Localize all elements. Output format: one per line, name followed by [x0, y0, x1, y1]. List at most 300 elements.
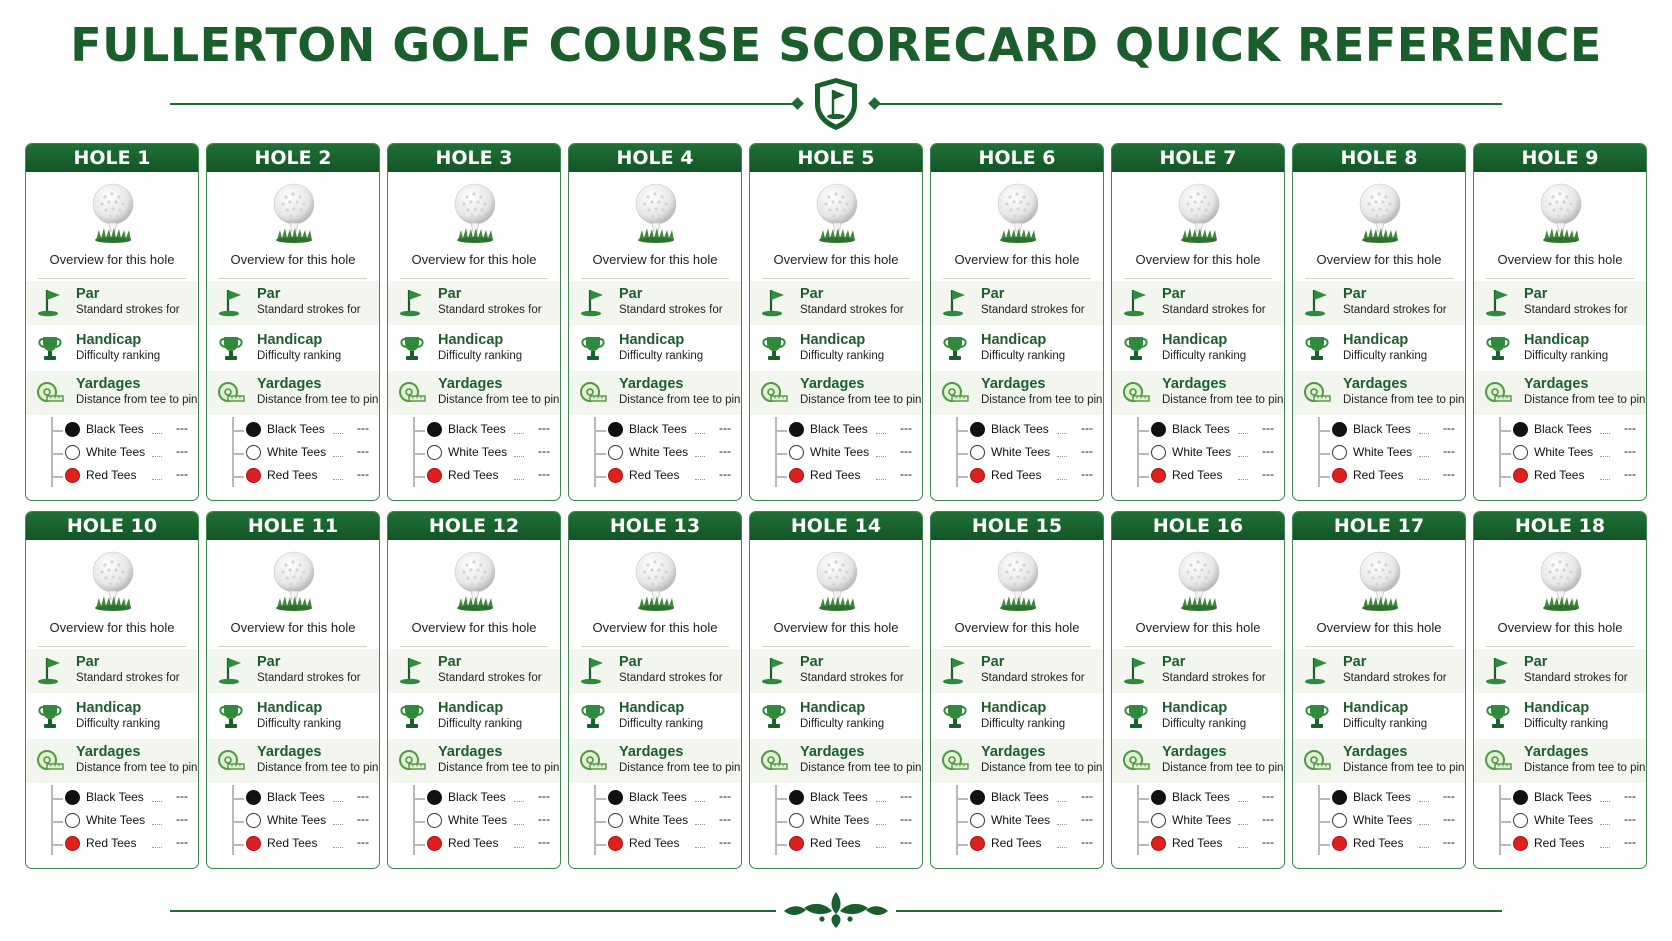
red-tee-marker-icon — [246, 836, 261, 851]
black-tee-marker-icon — [427, 422, 442, 437]
handicap-row — [750, 695, 922, 739]
yardages-label: Yardages — [76, 744, 141, 760]
handicap-label: Handicap — [981, 332, 1047, 348]
tee-leader — [876, 433, 886, 434]
hole-card — [387, 143, 561, 501]
flag-icon — [36, 287, 64, 317]
tee-name: Black Tees — [991, 790, 1049, 804]
tee-yardage: --- — [1262, 812, 1274, 826]
tee-name: White Tees — [267, 445, 327, 459]
red-tee-marker-icon — [1513, 836, 1528, 851]
tee-yardage: --- — [900, 835, 912, 849]
flag-icon — [579, 655, 607, 685]
tee-name: Black Tees — [1353, 790, 1411, 804]
red-tee-marker-icon — [970, 468, 985, 483]
tee-yardage: --- — [176, 467, 188, 481]
tee-leader — [1600, 433, 1610, 434]
tee-row-white — [957, 443, 1093, 463]
yardages-label: Yardages — [1343, 744, 1408, 760]
tee-branch — [414, 821, 425, 823]
tee-branch — [776, 453, 787, 455]
yardages-description: Distance from tee to pin — [76, 762, 198, 774]
tee-leader — [1600, 479, 1610, 480]
measuring-tape-icon — [760, 745, 788, 775]
tee-leader — [1238, 456, 1248, 457]
yardages-description: Distance from tee to pin — [619, 394, 741, 406]
tee-leader — [876, 847, 886, 848]
tee-name: Black Tees — [448, 422, 506, 436]
tee-yardage: --- — [538, 421, 550, 435]
hole-card — [568, 143, 742, 501]
tee-leader — [1057, 456, 1067, 457]
tee-branch — [52, 798, 63, 800]
trophy-icon — [36, 333, 64, 363]
golf-ball-on-tee-icon — [633, 182, 679, 246]
par-row — [207, 281, 379, 325]
yardages-label: Yardages — [438, 744, 503, 760]
tee-yardage: --- — [900, 789, 912, 803]
golf-ball-on-tee-icon — [271, 182, 317, 246]
tee-yardage: --- — [1624, 467, 1636, 481]
measuring-tape-icon — [217, 377, 245, 407]
tee-yardage: --- — [900, 444, 912, 458]
title-divider-left — [170, 103, 798, 105]
yardages-description: Distance from tee to pin — [619, 762, 741, 774]
yardages-row — [388, 371, 560, 415]
red-tee-marker-icon — [65, 468, 80, 483]
tee-name: Red Tees — [1534, 836, 1585, 850]
tee-row-white — [52, 811, 188, 831]
divider — [400, 278, 548, 279]
tee-branch — [595, 476, 606, 478]
tee-yardage: --- — [1624, 789, 1636, 803]
tee-leader — [1238, 479, 1248, 480]
hole-card — [1473, 143, 1647, 501]
tee-yardage: --- — [1443, 421, 1455, 435]
par-description: Standard strokes for — [1343, 672, 1447, 684]
tee-leader — [333, 847, 343, 848]
overview-text: Overview for this hole — [773, 252, 899, 267]
yardages-label: Yardages — [800, 376, 865, 392]
tee-yardage: --- — [357, 444, 369, 458]
tee-leader — [514, 456, 524, 457]
trophy-icon — [1122, 701, 1150, 731]
yardages-description: Distance from tee to pin — [1343, 762, 1465, 774]
tee-leader — [695, 801, 705, 802]
yardages-row — [569, 739, 741, 783]
red-tee-marker-icon — [427, 836, 442, 851]
white-tee-marker-icon — [1332, 813, 1347, 828]
divider — [1486, 646, 1634, 647]
tee-name: Red Tees — [448, 468, 499, 482]
handicap-description: Difficulty ranking — [76, 350, 161, 362]
black-tee-marker-icon — [1332, 422, 1347, 437]
red-tee-marker-icon — [789, 468, 804, 483]
tee-branch — [595, 844, 606, 846]
tee-name: Black Tees — [86, 422, 144, 436]
white-tee-marker-icon — [970, 813, 985, 828]
tee-row-red — [1138, 834, 1274, 854]
tee-branch — [1319, 821, 1330, 823]
divider-diamond — [868, 97, 881, 110]
white-tee-marker-icon — [1513, 813, 1528, 828]
tee-yardage: --- — [538, 444, 550, 458]
tee-branch — [1319, 453, 1330, 455]
flag-icon — [1303, 655, 1331, 685]
flag-icon — [1122, 655, 1150, 685]
white-tee-marker-icon — [65, 813, 80, 828]
par-description: Standard strokes for — [76, 672, 180, 684]
yardages-label: Yardages — [1162, 376, 1227, 392]
tee-yardage: --- — [900, 421, 912, 435]
tee-name: White Tees — [991, 445, 1051, 459]
yardages-row — [207, 371, 379, 415]
yardages-label: Yardages — [1343, 376, 1408, 392]
leaf-ornament-icon — [782, 888, 890, 932]
tee-name: Red Tees — [267, 836, 318, 850]
handicap-label: Handicap — [1524, 332, 1590, 348]
golf-ball-on-tee-icon — [995, 182, 1041, 246]
red-tee-marker-icon — [65, 836, 80, 851]
hole-title: HOLE 9 — [1474, 144, 1646, 172]
tee-name: Black Tees — [1534, 422, 1592, 436]
overview-text: Overview for this hole — [49, 620, 175, 635]
tee-branch — [52, 821, 63, 823]
tee-yardage: --- — [1443, 812, 1455, 826]
tee-row-white — [595, 443, 731, 463]
divider — [943, 646, 1091, 647]
tee-leader — [1419, 433, 1429, 434]
yardages-label: Yardages — [619, 744, 684, 760]
tee-branch — [776, 430, 787, 432]
hole-title: HOLE 3 — [388, 144, 560, 172]
tee-yardage: --- — [538, 835, 550, 849]
tee-name: White Tees — [1353, 813, 1413, 827]
tee-yardage: --- — [1081, 467, 1093, 481]
white-tee-marker-icon — [65, 445, 80, 460]
divider — [1124, 646, 1272, 647]
divider — [581, 646, 729, 647]
measuring-tape-icon — [941, 745, 969, 775]
par-row — [931, 281, 1103, 325]
par-label: Par — [257, 286, 281, 302]
par-description: Standard strokes for — [257, 672, 361, 684]
par-description: Standard strokes for — [981, 304, 1085, 316]
black-tee-marker-icon — [65, 790, 80, 805]
tee-name: White Tees — [448, 813, 508, 827]
tee-branch — [1138, 430, 1149, 432]
handicap-label: Handicap — [619, 700, 685, 716]
tee-name: Red Tees — [86, 468, 137, 482]
white-tee-marker-icon — [608, 813, 623, 828]
handicap-row — [750, 327, 922, 371]
tee-yardage: --- — [1443, 467, 1455, 481]
tee-leader — [1238, 801, 1248, 802]
red-tee-marker-icon — [970, 836, 985, 851]
tee-name: Black Tees — [629, 422, 687, 436]
hole-title: HOLE 6 — [931, 144, 1103, 172]
tee-branch — [1138, 798, 1149, 800]
black-tee-marker-icon — [427, 790, 442, 805]
red-tee-marker-icon — [789, 836, 804, 851]
par-row — [1293, 281, 1465, 325]
par-row — [388, 281, 560, 325]
handicap-description: Difficulty ranking — [619, 718, 704, 730]
tee-row-white — [1319, 443, 1455, 463]
par-label: Par — [257, 654, 281, 670]
tee-branch — [1500, 798, 1511, 800]
divider-diamond — [791, 97, 804, 110]
yardages-description: Distance from tee to pin — [1524, 762, 1646, 774]
par-label: Par — [438, 286, 462, 302]
yardages-label: Yardages — [1524, 376, 1589, 392]
tee-row-black — [1138, 788, 1274, 808]
tee-row-black — [957, 788, 1093, 808]
tee-row-red — [1500, 466, 1636, 486]
tee-yardage: --- — [1081, 789, 1093, 803]
red-tee-marker-icon — [1332, 836, 1347, 851]
divider — [762, 278, 910, 279]
tee-yardage: --- — [1624, 421, 1636, 435]
yardages-row — [1112, 739, 1284, 783]
tee-row-white — [414, 811, 550, 831]
handicap-label: Handicap — [1524, 700, 1590, 716]
handicap-label: Handicap — [619, 332, 685, 348]
tee-yardage: --- — [538, 789, 550, 803]
flag-shield-icon — [812, 76, 860, 132]
footer-divider-left — [170, 910, 776, 912]
tee-row-white — [1500, 443, 1636, 463]
handicap-row — [569, 695, 741, 739]
tee-name: Black Tees — [267, 422, 325, 436]
divider — [38, 646, 186, 647]
tee-leader — [333, 801, 343, 802]
divider — [219, 278, 367, 279]
hole-card — [25, 511, 199, 869]
tee-yardage: --- — [719, 789, 731, 803]
par-description: Standard strokes for — [1524, 672, 1628, 684]
par-label: Par — [619, 286, 643, 302]
measuring-tape-icon — [398, 377, 426, 407]
yardages-label: Yardages — [257, 744, 322, 760]
tee-branch — [1138, 821, 1149, 823]
tee-row-white — [1138, 811, 1274, 831]
flag-icon — [1484, 287, 1512, 317]
par-label: Par — [1524, 654, 1548, 670]
handicap-row — [931, 327, 1103, 371]
tee-branch — [233, 798, 244, 800]
tee-row-red — [595, 834, 731, 854]
par-row — [750, 281, 922, 325]
tee-row-black — [52, 788, 188, 808]
handicap-description: Difficulty ranking — [1524, 718, 1609, 730]
tee-branch — [957, 430, 968, 432]
black-tee-marker-icon — [1151, 422, 1166, 437]
tee-yardage: --- — [719, 835, 731, 849]
par-row — [750, 649, 922, 693]
yardages-description: Distance from tee to pin — [981, 762, 1103, 774]
red-tee-marker-icon — [1513, 468, 1528, 483]
hole-title: HOLE 1 — [26, 144, 198, 172]
par-label: Par — [76, 286, 100, 302]
tee-branch — [52, 476, 63, 478]
yardages-description: Distance from tee to pin — [1524, 394, 1646, 406]
tee-row-black — [233, 788, 369, 808]
tee-yardage: --- — [357, 812, 369, 826]
white-tee-marker-icon — [427, 813, 442, 828]
tee-name: Red Tees — [1353, 836, 1404, 850]
tee-name: White Tees — [1172, 813, 1232, 827]
yardages-label: Yardages — [981, 744, 1046, 760]
tee-branch — [957, 844, 968, 846]
tee-row-red — [776, 834, 912, 854]
tee-leader — [1057, 824, 1067, 825]
hole-title: HOLE 15 — [931, 512, 1103, 540]
tee-yardage: --- — [1443, 835, 1455, 849]
tee-row-black — [776, 788, 912, 808]
tee-name: Red Tees — [810, 836, 861, 850]
tee-row-red — [52, 466, 188, 486]
handicap-row — [1474, 327, 1646, 371]
tee-name: Red Tees — [629, 836, 680, 850]
measuring-tape-icon — [398, 745, 426, 775]
tee-branch — [52, 453, 63, 455]
tee-yardage: --- — [719, 444, 731, 458]
par-description: Standard strokes for — [257, 304, 361, 316]
yardages-row — [931, 371, 1103, 415]
tee-yardage: --- — [1081, 421, 1093, 435]
tee-leader — [514, 801, 524, 802]
measuring-tape-icon — [217, 745, 245, 775]
handicap-description: Difficulty ranking — [619, 350, 704, 362]
handicap-description: Difficulty ranking — [257, 350, 342, 362]
handicap-description: Difficulty ranking — [981, 718, 1066, 730]
divider — [762, 646, 910, 647]
par-row — [1112, 649, 1284, 693]
tee-name: Black Tees — [991, 422, 1049, 436]
yardages-row — [1474, 371, 1646, 415]
tee-yardage: --- — [1624, 812, 1636, 826]
par-row — [26, 281, 198, 325]
hole-card — [930, 511, 1104, 869]
golf-ball-on-tee-icon — [1176, 550, 1222, 614]
tee-branch — [957, 821, 968, 823]
tee-yardage: --- — [176, 421, 188, 435]
tee-branch — [1319, 430, 1330, 432]
flag-icon — [760, 287, 788, 317]
hole-card — [387, 511, 561, 869]
tee-name: Black Tees — [1353, 422, 1411, 436]
overview-text: Overview for this hole — [1135, 252, 1261, 267]
par-row — [388, 649, 560, 693]
trophy-icon — [36, 701, 64, 731]
tee-row-red — [776, 466, 912, 486]
tee-leader — [695, 433, 705, 434]
hole-title: HOLE 7 — [1112, 144, 1284, 172]
divider — [1305, 278, 1453, 279]
golf-ball-on-tee-icon — [271, 550, 317, 614]
tee-row-red — [957, 466, 1093, 486]
tee-yardage: --- — [357, 421, 369, 435]
tee-row-white — [1500, 811, 1636, 831]
par-description: Standard strokes for — [438, 672, 542, 684]
red-tee-marker-icon — [246, 468, 261, 483]
hole-title: HOLE 18 — [1474, 512, 1646, 540]
handicap-label: Handicap — [257, 700, 323, 716]
par-label: Par — [619, 654, 643, 670]
tee-branch — [595, 453, 606, 455]
tee-branch — [776, 476, 787, 478]
par-label: Par — [1162, 286, 1186, 302]
par-description: Standard strokes for — [619, 304, 723, 316]
flag-icon — [217, 655, 245, 685]
overview-text: Overview for this hole — [592, 620, 718, 635]
handicap-description: Difficulty ranking — [1524, 350, 1609, 362]
handicap-row — [1112, 327, 1284, 371]
divider — [219, 646, 367, 647]
tee-name: White Tees — [448, 445, 508, 459]
par-label: Par — [1524, 286, 1548, 302]
white-tee-marker-icon — [1151, 445, 1166, 460]
divider — [1486, 278, 1634, 279]
trophy-icon — [1484, 701, 1512, 731]
black-tee-marker-icon — [65, 422, 80, 437]
tee-name: Black Tees — [810, 790, 868, 804]
hole-card — [206, 143, 380, 501]
handicap-description: Difficulty ranking — [76, 718, 161, 730]
tee-yardage: --- — [357, 789, 369, 803]
tee-leader — [333, 824, 343, 825]
measuring-tape-icon — [1122, 377, 1150, 407]
trophy-icon — [217, 701, 245, 731]
red-tee-marker-icon — [608, 836, 623, 851]
yardages-row — [1474, 739, 1646, 783]
tee-branch — [1500, 821, 1511, 823]
yardages-description: Distance from tee to pin — [438, 762, 560, 774]
golf-ball-on-tee-icon — [633, 550, 679, 614]
flag-icon — [941, 655, 969, 685]
tee-name: Red Tees — [448, 836, 499, 850]
flag-icon — [760, 655, 788, 685]
tee-leader — [514, 824, 524, 825]
tee-row-red — [1319, 834, 1455, 854]
overview-text: Overview for this hole — [411, 620, 537, 635]
tee-yardage: --- — [176, 444, 188, 458]
tee-leader — [152, 479, 162, 480]
tee-yardage: --- — [1081, 444, 1093, 458]
tee-yardage: --- — [1262, 444, 1274, 458]
tee-name: Red Tees — [991, 836, 1042, 850]
handicap-row — [388, 327, 560, 371]
tee-leader — [152, 433, 162, 434]
tee-row-white — [233, 811, 369, 831]
handicap-description: Difficulty ranking — [981, 350, 1066, 362]
hole-card — [1473, 511, 1647, 869]
black-tee-marker-icon — [608, 790, 623, 805]
handicap-description: Difficulty ranking — [1343, 718, 1428, 730]
tee-name: Black Tees — [448, 790, 506, 804]
red-tee-marker-icon — [1332, 468, 1347, 483]
flag-icon — [217, 287, 245, 317]
tee-branch — [233, 453, 244, 455]
hole-card — [1111, 143, 1285, 501]
footer-divider-right — [896, 910, 1502, 912]
tee-row-white — [52, 443, 188, 463]
red-tee-marker-icon — [608, 468, 623, 483]
red-tee-marker-icon — [427, 468, 442, 483]
flag-icon — [398, 655, 426, 685]
tee-name: Red Tees — [991, 468, 1042, 482]
